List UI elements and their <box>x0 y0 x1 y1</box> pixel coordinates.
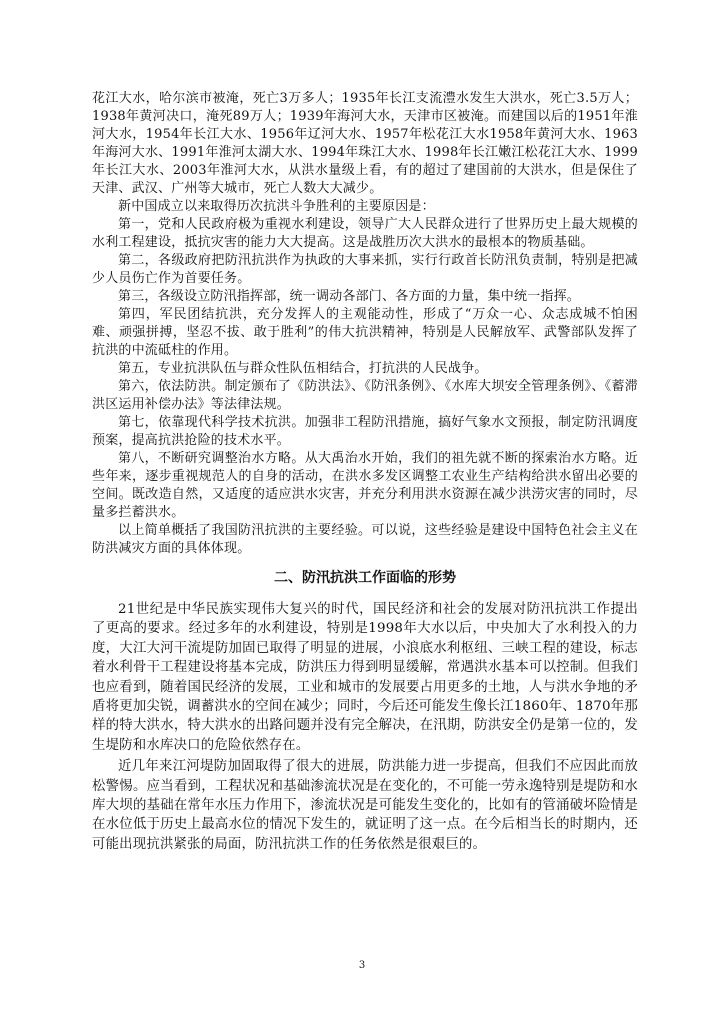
paragraph-reason-8: 第八，不断研究调整治水方略。从大禹治水开始，我们的祖先就不断的探索治水方略。近些年来，逐步重视规范人的自身的活动，在洪水多发区调整工农业生产结构给洪水留出必要的空间。既改造自然，又适度的适应洪水灾害，并充分利用洪水资源在减少洪涝灾害的同时，尽量多拦蓄洪水。 <box>92 451 638 520</box>
document-page <box>92 90 638 854</box>
paragraph-reason-7: 第七，依靠现代科学技术抗洪。加强非工程防汛措施，搞好气象水文预报，制定防汛调度预案，提高抗洪抢险的技术水平。 <box>92 415 638 448</box>
paragraph-reason-4: 第四，军民团结抗洪，充分发挥人的主观能动性，形成了“万众一心、众志成城不怕困难、顽强拼搏，坚忍不拔、敢于胜利”的伟大抗洪精神，特别是人民解放军、武警部队发挥了抗洪的中流砥柱的作用。 <box>92 307 638 358</box>
page-number: 3 <box>358 960 366 971</box>
paragraph-reason-1: 第一，党和人民政府极为重视水利建设，领导广大人民群众进行了世界历史上最大规模的水利工程建设，抵抗灾害的能力大大提高。这是战胜历次大洪水的最根本的物质基础。 <box>92 217 638 250</box>
paragraph-21st-century: 21世纪是中华民族实现伟大复兴的时代，国民经济和社会的发展对防汛抗洪工作提出了更高的要求。经过多年的水利建设，特别是1998年大水以后，中央加大了水利投入的力度，大江大河干流堤防加固已取得了明显的进展，小浪底水利枢纽、三峡工程的建设，标志着水利骨干工程建设将基本完成，防洪压力得到明显缓解，常遇洪水基本可以控制。但我们也应看到，随着国民经济的发展，工业和城市的发展要占用更多的土地，人与洪水争地的矛盾将更加尖锐，调蓄洪水的空间在减少；同时，今后还可能发生像长江1860年、1870年那样的特大洪水，特大洪水的出路问题并没有完全解决，在汛期，防洪安全仍是第一位的，发生堤防和水库决口的危险依然存在。 <box>92 602 638 753</box>
paragraph-historical-floods: 花江大水，哈尔滨市被淹，死亡3万多人；1935年长江支流澧水发生大洪水，死亡3.5万人；1938年黄河决口，淹死89万人；1939年海河大水，天津市区被淹。而建国以后的1951年淮河大水，1954年长江大水、1956年辽河大水、1957年松花江大水1958年黄河大水、1963年海河大水、1991年淮河太湖大水、1994年珠江大水、1998年长江嫩江松花江大水、1999年长江大水、2003年淮河大水，从洪水量级上看，有的超过了建国前的大洪水，但是保住了天津、武汉、广州等大城市，死亡人数大大减少。 <box>92 91 638 196</box>
paragraph-reason-2: 第二，各级政府把防汛抗洪作为执政的大事来抓，实行行政首长防汛负责制，特别是把减少人员伤亡作为首要任务。 <box>92 253 638 286</box>
paragraph-main-reasons-intro: 新中国成立以来取得历次抗洪斗争胜利的主要原因是： <box>118 199 435 214</box>
paragraph-reason-3: 第三，各级设立防汛指挥部，统一调动各部门、各方面的力量，集中统一指挥。 <box>118 289 581 304</box>
paragraph-reason-6: 第六，依法防洪。制定颁布了《防洪法》、《防汛条例》、《水库大坝安全管理条例》、《蓄滞洪区运用补偿办法》等法律法规。 <box>92 379 638 412</box>
section-body <box>92 600 638 854</box>
paragraph-reason-5: 第五，专业抗洪队伍与群众性队伍相结合，打抗洪的人民战争。 <box>118 361 488 376</box>
paragraph-recent-years: 近几年来江河堤防加固取得了很大的进展，防洪能力进一步提高，但我们不应因此而放松警惕。应当看到，工程状况和基础渗流状况是在变化的，不可能一劳永逸特别是堤防和水库大坝的基础在常年水压力作用下，渗流状况是可能发生变化的，比如有的管涌破坏险情是在水位低于历史上最高水位的情况下发生的，就证明了这一点。在今后相当长的时期内，还可能出现抗洪紧张的局面，防汛抗洪工作的任务依然是很艰巨的。 <box>92 759 638 852</box>
section-heading: 二、防汛抗洪工作面临的形势 <box>274 570 456 586</box>
paragraph-summary: 以上简单概括了我国防汛抗洪的主要经验。可以说，这些经验是建设中国特色社会主义在防洪减灾方面的具体体现。 <box>92 523 638 556</box>
